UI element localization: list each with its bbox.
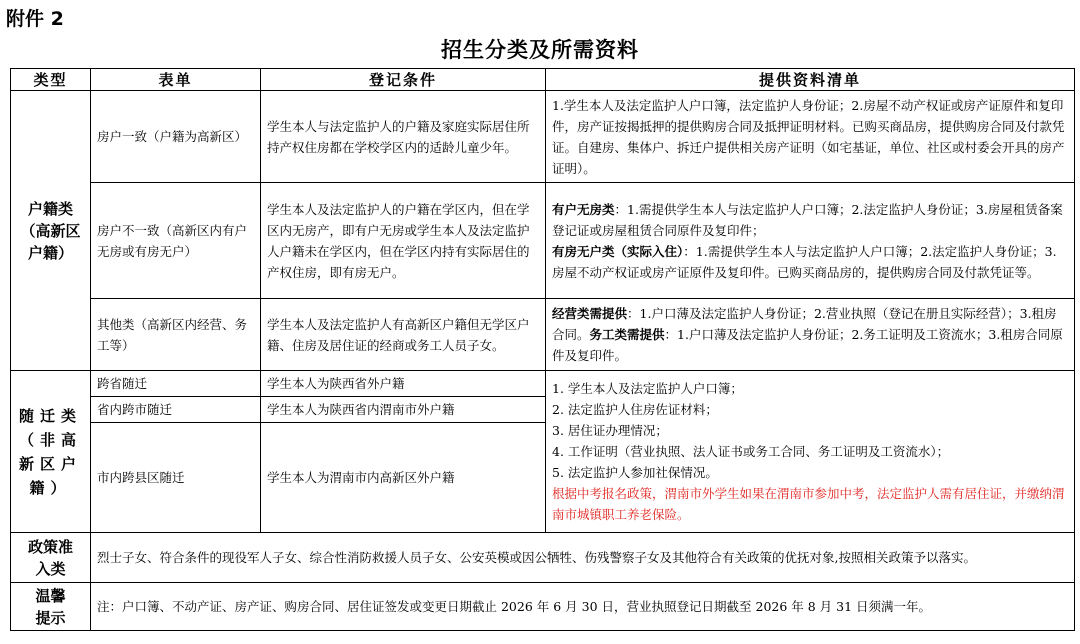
table-row: [11, 299, 1075, 371]
header-form: 表单: [91, 69, 261, 91]
category-suiqian: [11, 371, 91, 533]
category-policy-label: 政策准入类: [27, 537, 73, 578]
materials-cell: [546, 183, 1075, 299]
condition-cell: 学生本人及法定监护人的户籍在学区内，但在学区内无房产，即有户无房或学生本人及法定监护人户籍未在学区内，但在学区内持有实际居住的产权住房，即有房无户。: [261, 183, 546, 299]
condition-cell: 学生本人为陕西省外户籍: [261, 371, 546, 397]
table-row: [11, 583, 1075, 631]
materials-cell: [546, 371, 1075, 533]
form-cell: 其他类（高新区内经营、务工等）: [91, 299, 261, 371]
material-text: ：1.需提供学生本人与法定监护人户口簿；2.法定监护人身份证；3.房屋不动产权证或房产证原件及复印件。已购买商品房的，提供购房合同及付款凭证等。: [552, 243, 1057, 280]
table-row: [11, 533, 1075, 583]
attachment-label: 附件 2: [6, 8, 64, 30]
table-row: [11, 91, 1075, 183]
red-note: 根据中考报名政策，渭南市外学生如果在渭南市参加中考，法定监护人需有居住证，并缴纳渭南市城镇职工养老保险。: [552, 486, 1065, 522]
list-item: 1. 学生本人及法定监护人户口簿；: [552, 381, 743, 396]
header-condition: 登记条件: [261, 69, 546, 91]
table-row: [11, 371, 1075, 397]
materials-cell: 1.学生本人及法定监护人户口簿，法定监护人身份证；2.房屋不动产权证或房产证原件和复印件，房产证按揭抵押的提供购房合同及抵押证明材料。已购买商品房，提供购房合同及付款凭证。自建房、集体户、拆迁户提供相关房产证明（如宅基证，单位、社区或村委会开具的房产证明）。: [546, 91, 1075, 183]
category-policy: [11, 533, 91, 583]
condition-cell: 学生本人与法定监护人的户籍及家庭实际居住所持产权住房都在学校学区内的适龄儿童少年。: [261, 91, 546, 183]
form-cell: 市内跨县区随迁: [91, 423, 261, 533]
category-tips-label: 温馨提示: [35, 586, 66, 627]
form-cell: 房户一致（户籍为高新区）: [91, 91, 261, 183]
form-cell: 跨省随迁: [91, 371, 261, 397]
condition-cell: 学生本人为渭南市内高新区外户籍: [261, 423, 546, 533]
material-label: 有户无房类: [552, 201, 615, 217]
material-label: 务工类需提供: [589, 327, 665, 342]
page-title: 招生分类及所需资料: [441, 37, 639, 62]
material-text: ：1.户口薄及法定监护人身份证；2.务工证明及工资流水；3.租房合同原件及复印件。: [552, 327, 1063, 363]
material-label: 经营类需提供: [552, 306, 628, 321]
category-huji-label: 户籍类（高新区户籍）: [20, 199, 81, 262]
category-suiqian-label: 随迁类（非高新区户籍）: [18, 406, 82, 497]
header-materials: 提供资料清单: [546, 69, 1075, 91]
list-item: 4. 工作证明（营业执照、法人证书或务工合同、务工证明及工资流水）；: [552, 444, 950, 459]
policy-text: 烈士子女、符合条件的现役军人子女、综合性消防救援人员子女、公安英模或因公牺牲、伤残警察子女及其他符合有关政策的优抚对象,按照相关政策予以落实。: [91, 533, 1075, 583]
table-row: [11, 183, 1075, 299]
material-text: ：1.户口薄及法定监护人身份证；2.营业执照（登记在册且实际经营）；3.租房合同。: [552, 306, 1057, 342]
list-item: 5. 法定监护人参加社保情况。: [552, 465, 718, 480]
materials-cell: [546, 299, 1075, 371]
list-item: 3. 居住证办理情况；: [552, 423, 668, 438]
material-label: 有房无户类（实际入住）: [552, 243, 684, 259]
form-cell: 省内跨市随迁: [91, 397, 261, 423]
condition-cell: 学生本人为陕西省内渭南市外户籍: [261, 397, 546, 423]
list-item: 2. 法定监护人住房佐证材料；: [552, 402, 718, 417]
header-type: 类型: [11, 69, 91, 91]
category-huji: [11, 91, 91, 371]
condition-cell: 学生本人及法定监护人有高新区户籍但无学区户籍、住房及居住证的经商或务工人员子女。: [261, 299, 546, 371]
category-tips: [11, 583, 91, 631]
tips-text: 注：户口簿、不动产证、房产证、购房合同、居住证签发或变更日期截止 2026 年 6 月 30 日，营业执照登记日期截至 2026 年 8 月 31 日须满一年。: [91, 583, 1075, 631]
form-cell: 房户不一致（高新区内有户无房或有房无户）: [91, 183, 261, 299]
enrollment-table: [10, 68, 1075, 631]
header-row: [11, 69, 1075, 91]
material-text: ：1.需提供学生本人与法定监护人户口簿；2.法定监护人身份证；3.房屋租赁备案登记证或房屋租赁合同原件及复印件；: [552, 201, 1063, 238]
